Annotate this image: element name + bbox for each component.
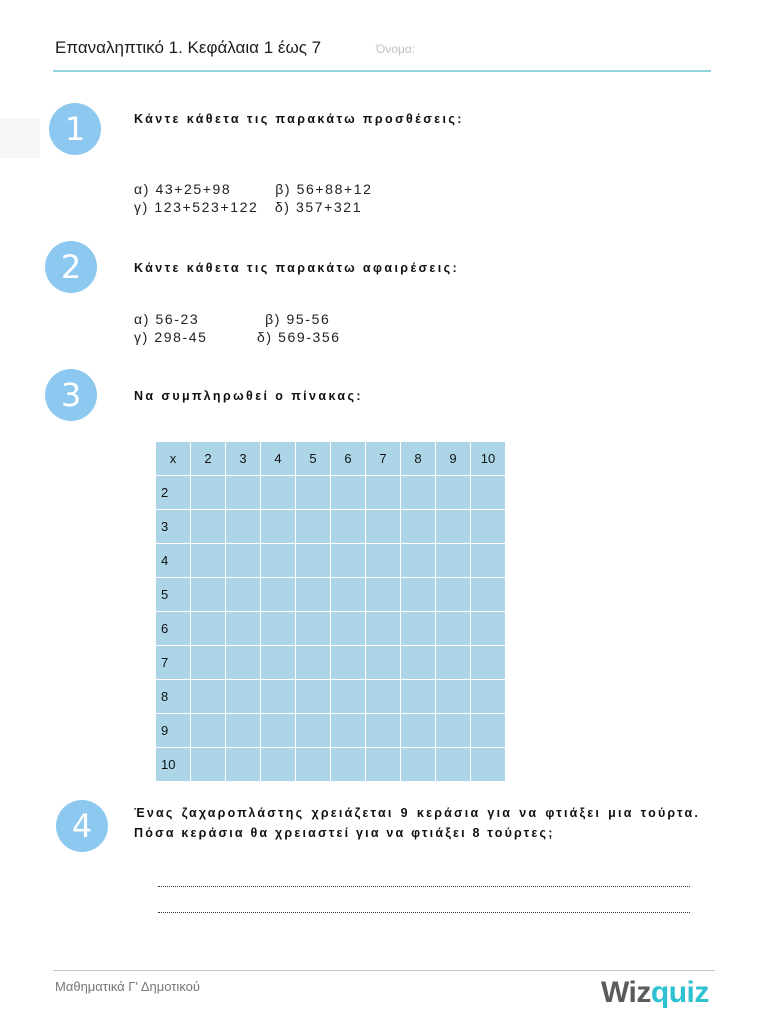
multiplication-table [155,441,506,782]
table-row [156,748,505,781]
table-cell[interactable] [436,646,470,679]
table-cell[interactable] [401,646,435,679]
table-cell[interactable] [191,544,225,577]
table-cell[interactable] [366,476,400,509]
table-cell[interactable] [471,680,505,713]
table-cell[interactable] [471,748,505,781]
table-row [156,544,505,577]
row-header: 7 [156,646,190,679]
answer-line-2[interactable] [158,912,690,913]
exercise-3-instruction: Να συμπληρωθεί ο πίνακας: [134,389,363,403]
table-row [156,510,505,543]
table-cell[interactable] [366,544,400,577]
table-cell[interactable] [191,714,225,747]
table-cell[interactable] [296,714,330,747]
table-cell[interactable] [401,680,435,713]
table-row [156,680,505,713]
exercise-2-instruction: Κάντε κάθετα τις παρακάτω αφαιρέσεις: [134,261,460,275]
footer-subject: Μαθηματικά Γ' Δημοτικού [55,979,200,994]
table-cell[interactable] [331,544,365,577]
table-cell[interactable] [296,680,330,713]
table-row [156,578,505,611]
table-cell[interactable] [471,544,505,577]
table-cell[interactable] [261,510,295,543]
table-cell[interactable] [471,510,505,543]
table-cell[interactable] [296,646,330,679]
column-header: 4 [261,442,295,475]
table-cell[interactable] [436,612,470,645]
table-cell[interactable] [191,510,225,543]
table-cell[interactable] [331,612,365,645]
table-cell[interactable] [366,680,400,713]
column-header: 3 [226,442,260,475]
table-cell[interactable] [191,646,225,679]
table-cell[interactable] [296,578,330,611]
table-row [156,612,505,645]
table-cell[interactable] [401,510,435,543]
table-cell[interactable] [436,476,470,509]
column-header: 7 [366,442,400,475]
table-cell[interactable] [191,612,225,645]
page-title: Επαναληπτικό 1. Κεφάλαια 1 έως 7 [55,38,322,57]
table-corner-cell: x [156,442,190,475]
table-cell[interactable] [226,578,260,611]
table-cell[interactable] [436,510,470,543]
table-cell[interactable] [401,544,435,577]
table-cell[interactable] [436,578,470,611]
table-cell[interactable] [436,714,470,747]
table-cell[interactable] [296,476,330,509]
table-cell[interactable] [331,748,365,781]
exercise-number-1: 1 [49,103,101,155]
exercise-1-line-2: γ) 123+523+122 δ) 357+321 [134,199,363,215]
exercise-number-4: 4 [56,800,108,852]
exercise-1-line-1: α) 43+25+98 β) 56+88+12 [134,181,373,197]
logo-wiz-text: Wiz [601,976,651,1009]
footer-divider [53,970,715,971]
table-cell[interactable] [366,578,400,611]
row-header: 10 [156,748,190,781]
column-header: 10 [471,442,505,475]
table-cell[interactable] [366,646,400,679]
table-cell[interactable] [401,714,435,747]
table-cell[interactable] [226,748,260,781]
table-cell[interactable] [436,544,470,577]
column-header: 6 [331,442,365,475]
wizquiz-logo [601,976,709,1010]
table-cell[interactable] [401,578,435,611]
table-cell[interactable] [261,748,295,781]
table-cell[interactable] [401,476,435,509]
table-cell[interactable] [191,680,225,713]
table-cell[interactable] [226,680,260,713]
table-cell[interactable] [471,612,505,645]
table-cell[interactable] [296,510,330,543]
table-cell[interactable] [226,646,260,679]
header-divider [53,70,711,72]
column-header: 8 [401,442,435,475]
table-cell[interactable] [471,578,505,611]
column-header: 2 [191,442,225,475]
table-row [156,646,505,679]
table-cell[interactable] [331,510,365,543]
table-cell[interactable] [471,646,505,679]
table-cell[interactable] [366,714,400,747]
table-cell[interactable] [471,714,505,747]
table-cell[interactable] [261,612,295,645]
table-cell[interactable] [261,646,295,679]
table-cell[interactable] [366,748,400,781]
table-cell[interactable] [366,612,400,645]
table-cell[interactable] [191,748,225,781]
row-header: 5 [156,578,190,611]
table-cell[interactable] [226,612,260,645]
table-cell[interactable] [331,646,365,679]
row-header: 3 [156,510,190,543]
exercise-number-3: 3 [45,369,97,421]
answer-line-1[interactable] [158,886,690,887]
table-cell[interactable] [261,544,295,577]
column-header: 9 [436,442,470,475]
row-header: 9 [156,714,190,747]
exercise-2-line-2: γ) 298-45 δ) 569-356 [134,329,341,345]
name-field-label[interactable]: Όνομα: [376,42,416,56]
table-cell[interactable] [226,476,260,509]
table-cell[interactable] [261,476,295,509]
row-header: 4 [156,544,190,577]
page-edge-mark [0,118,40,158]
table-cell[interactable] [366,510,400,543]
table-cell[interactable] [261,714,295,747]
table-cell[interactable] [401,612,435,645]
table-cell[interactable] [401,748,435,781]
table-header-row [156,442,505,475]
exercise-1-instruction: Κάντε κάθετα τις παρακάτω προσθέσεις: [134,112,464,126]
table-cell[interactable] [331,476,365,509]
table-cell[interactable] [191,476,225,509]
table-cell[interactable] [226,510,260,543]
table-cell[interactable] [296,544,330,577]
exercise-4-problem: Ένας ζαχαροπλάστης χρειάζεται 9 κεράσια για να φτιάξει μια τούρτα. Πόσα κεράσια θα χρειαστεί για να φτιάξει 8 τούρτες; [134,806,700,840]
table-cell[interactable] [261,578,295,611]
table-cell[interactable] [191,578,225,611]
row-header: 6 [156,612,190,645]
exercise-2-line-1: α) 56-23 β) 95-56 [134,311,331,327]
column-header: 5 [296,442,330,475]
table-cell[interactable] [296,612,330,645]
table-row [156,476,505,509]
table-cell[interactable] [226,544,260,577]
table-cell[interactable] [331,578,365,611]
table-cell[interactable] [261,680,295,713]
table-row [156,714,505,747]
table-cell[interactable] [436,680,470,713]
table-cell[interactable] [471,476,505,509]
exercise-number-2: 2 [45,241,97,293]
table-cell[interactable] [331,680,365,713]
table-cell[interactable] [436,748,470,781]
row-header: 2 [156,476,190,509]
table-cell[interactable] [296,748,330,781]
logo-quiz-text: quiz [650,976,709,1009]
row-header: 8 [156,680,190,713]
table-cell[interactable] [226,714,260,747]
table-cell[interactable] [331,714,365,747]
